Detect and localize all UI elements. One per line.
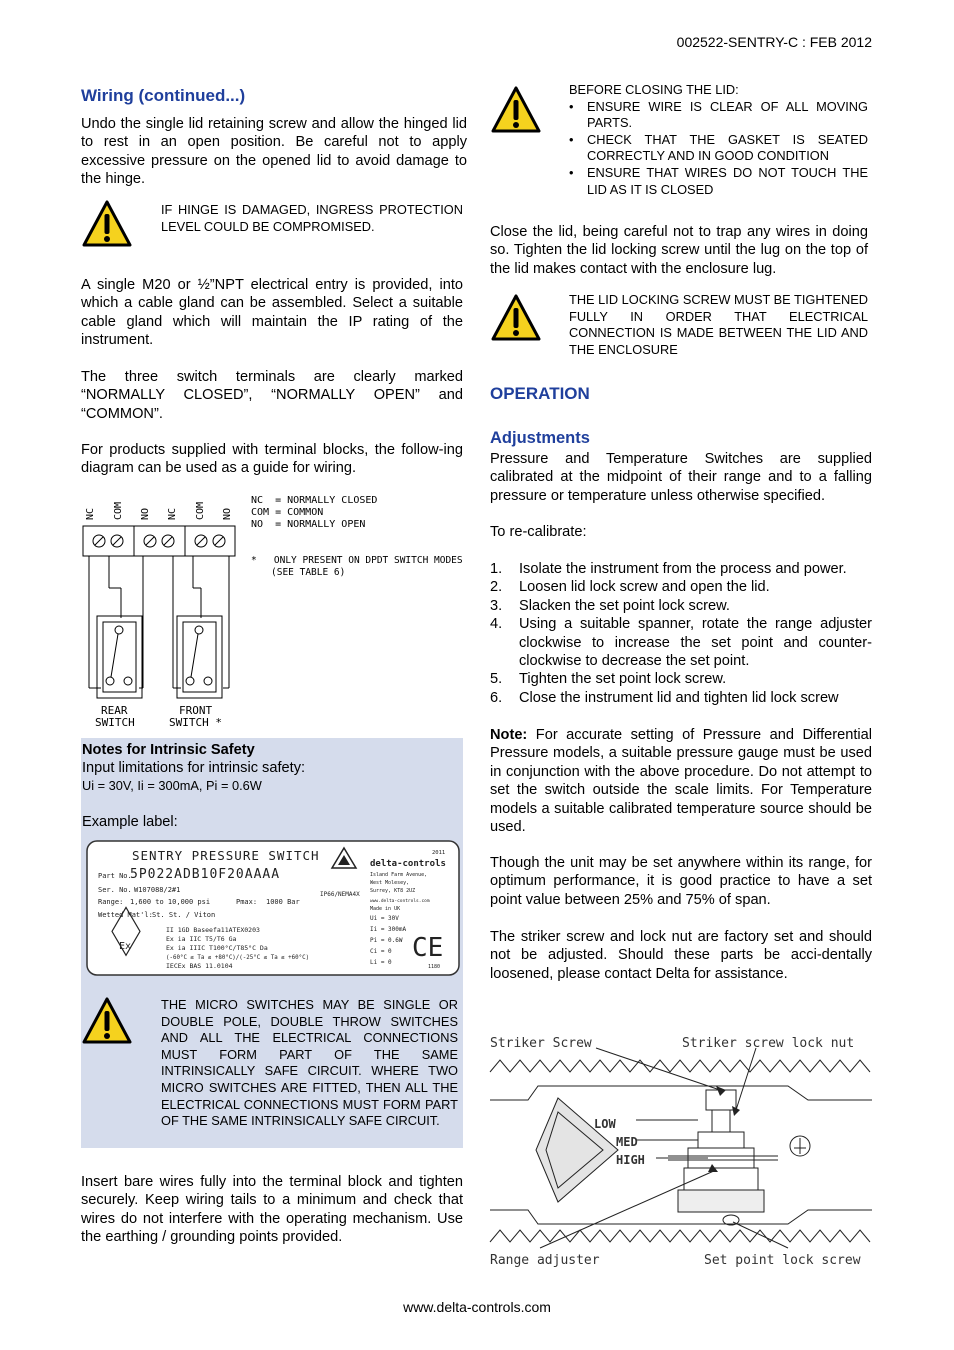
label-part-no-caption: Part No.: [98, 872, 132, 880]
label-part-no: 5P022ADB10F20AAAA: [130, 867, 281, 882]
dpdt-note-table: (SEE TABLE 6): [271, 567, 346, 578]
legend-no: NO = NORMALLY OPEN: [251, 519, 366, 530]
terminal-label: NO: [222, 507, 233, 520]
label-title: SENTRY PRESSURE SWITCH: [132, 848, 320, 863]
footer-website: www.delta-controls.com: [403, 1299, 551, 1315]
label-wetted: St. St. / Viton: [152, 911, 216, 919]
step-item: 1. Isolate the instrument from the process and power.: [490, 561, 847, 577]
label-brand: delta-controls: [370, 859, 446, 869]
front-switch-label-2: SWITCH *: [169, 716, 222, 729]
label-pmax-caption: Pmax:: [236, 898, 258, 906]
step-item: 4. Using a suitable spanner, rotate the range adjuster clockwise to increase the set point and counter-clockwise to decrease the set point.: [490, 616, 872, 670]
micro-switch-warning-text: THE MICRO SWITCHES MAY BE SINGLE OR DOUBLE POLE, DOUBLE THROW SWITCHES AND ALL THE ELECTRICAL CONNECTIONS MUST FORM PART OF THE SAME INTRINSICALLY SAFE CIRCUIT. WHERE TWO MICRO SWITCHES ARE FITTED, THEN ALL THE ELECTRICAL CONNECTIONS MUST FORM PART OF THE SAME INTRINSICALLY SAFE CIRCUIT.: [161, 997, 458, 1129]
lid-lock-warning-text: THE LID LOCKING SCREW MUST BE TIGHTENED FULLY IN ORDER THAT ELECTRICAL CONNECTION IS MADE BETWEEN THE LID AND THE ENCLOSURE: [569, 292, 868, 357]
terminal-label: NC: [85, 507, 96, 520]
adjustment-figure: [488, 1030, 874, 1270]
warning-icon: [81, 199, 133, 254]
svg-text:Ui = 30V: Ui = 30V: [370, 915, 399, 922]
dpdt-note: * ONLY PRESENT ON DPDT SWITCH MODES: [251, 555, 463, 566]
recalibrate-intro: To re-calibrate:: [490, 524, 587, 540]
svg-text:Made in UK: Made in UK: [370, 906, 401, 912]
rear-switch-label-2: SWITCH: [95, 716, 135, 729]
lid-warning-title: BEFORE CLOSING THE LID:: [569, 82, 739, 97]
scale-med: MED: [616, 1135, 638, 1149]
recalibration-steps: [490, 560, 872, 707]
lid-warning-item: • ENSURE THAT WIRES DO NOT TOUCH THE LID AS IT IS CLOSED: [587, 165, 868, 198]
close-lid-paragraph: Close the lid, being careful not to trap any wires in doing so. Tighten the lid locking screw until the lug on the top of the lid makes contact with the enclosure lug.: [490, 224, 868, 277]
label-wetted-caption: Wetted Mat'l:: [98, 911, 153, 919]
adjustments-heading: Adjustments: [490, 429, 590, 447]
lid-paragraph: Undo the single lid retaining screw and allow the hinged lid to rest in an open position. Be careful not to apply excessive pressure on the opened lid to avoid damage to the hinge.: [81, 116, 467, 188]
set-point-range-paragraph: Though the unit may be set anywhere within its range, for optimum performance, it is good practice to have a set point value between 25% and 75% of span.: [490, 855, 872, 908]
note-paragraph: [490, 726, 872, 836]
safety-values: Ui = 30V, Ii = 300mA, Pi = 0.6W: [82, 778, 262, 793]
entry-paragraph: A single M20 or ½”NPT electrical entry is provided, into which a cable gland can be assembled. Select a suitable cable gland which will maintain the IP rating of the instrument.: [81, 277, 463, 349]
terminal-blocks-paragraph: For products supplied with terminal blocks, the follow-ing diagram can be used as a guide for wiring.: [81, 442, 463, 477]
warning-icon: [81, 996, 133, 1051]
svg-text:Island Farm Avenue,: Island Farm Avenue,: [370, 872, 428, 878]
note-text: For accurate setting of Pressure and Differential Pressure models, a suitable pressure gauge must be used in conjunction with the above procedure. Do not attempt to set the switch outside the scale limits. For Temperature models a suitable calibrated temperature source should be used.: [490, 727, 872, 836]
label-year: 2011: [432, 850, 446, 856]
svg-text:Pi = 0.6W: Pi = 0.6W: [370, 937, 403, 944]
svg-text:(-60°C ≤ Ta ≤ +80°C)/(-25°C ≤: (-60°C ≤ Ta ≤ +80°C)/(-25°C ≤ Ta ≤ +60°C): [166, 955, 310, 961]
wiring-diagram: [81, 488, 467, 733]
note-label: Note:: [490, 727, 528, 743]
legend-com: COM = COMMON: [251, 507, 324, 518]
svg-text:Li = 0: Li = 0: [370, 959, 392, 966]
striker-paragraph: The striker screw and lock nut are factory set and should not be adjusted. Should these parts be acci-dentally loosened, please contact Delta for assistance.: [490, 929, 872, 982]
svg-text:II 1GD Baseefa11ATEX0203: II 1GD Baseefa11ATEX0203: [166, 926, 260, 934]
step-item: 5. Tighten the set point lock screw.: [490, 671, 727, 688]
svg-text:West Molesey,: West Molesey,: [370, 880, 410, 886]
svg-text:Ex ia IIIC T100°C/T85°C Da: Ex ia IIIC T100°C/T85°C Da: [166, 944, 268, 952]
striker-lock-nut-label: Striker screw lock nut: [682, 1036, 855, 1051]
lid-closing-warning: [569, 82, 868, 198]
legend-nc: NC = NORMALLY CLOSED: [251, 495, 378, 506]
terminal-label: COM: [113, 501, 124, 520]
rear-switch-label: REAR: [101, 704, 128, 717]
wiring-heading: Wiring (continued...): [81, 86, 246, 105]
svg-text:Ci = 0: Ci = 0: [370, 948, 392, 955]
step-item: 6. Close the instrument lid and tighten lid lock screw: [490, 689, 839, 706]
scale-high: HIGH: [616, 1153, 645, 1167]
terminal-label: COM: [195, 501, 206, 520]
terminal-label: NC: [167, 507, 178, 520]
label-ex: Ex: [119, 941, 132, 952]
set-point-lock-label: Set point lock screw: [704, 1253, 861, 1268]
svg-text:www.delta-controls.com: www.delta-controls.com: [370, 899, 430, 904]
example-label-caption: Example label:: [82, 814, 178, 830]
range-adjuster-label: Range adjuster: [490, 1253, 600, 1268]
svg-text:Ii = 300mA: Ii = 300mA: [370, 926, 407, 933]
lid-warning-item: • ENSURE WIRE IS CLEAR OF ALL MOVING PARTS.: [587, 99, 868, 132]
lid-warning-item: • CHECK THAT THE GASKET IS SEATED CORRECTLY AND IN GOOD CONDITION: [587, 132, 868, 165]
warning-icon: [490, 85, 542, 140]
example-label-plate: [86, 840, 460, 976]
safety-input-limits: Input limitations for intrinsic safety:: [82, 760, 306, 776]
svg-text:Ex ia IIC T5/T6 Ga: Ex ia IIC T5/T6 Ga: [166, 935, 237, 943]
document-reference: 002522-SENTRY-C : FEB 2012: [676, 34, 872, 50]
terminals-paragraph: The three switch terminals are clearly marked “NORMALLY CLOSED”, “NORMALLY OPEN” and “COMMON”.: [81, 369, 463, 422]
operation-heading: OPERATION: [490, 384, 590, 403]
adjustments-paragraph: Pressure and Temperature Switches are supplied calibrated at the midpoint of their range and to a falling pressure or temperature unless otherwise specified.: [490, 451, 872, 504]
svg-text:Surrey, KT8 2UZ: Surrey, KT8 2UZ: [370, 888, 416, 894]
label-ip: IP66/NEMA4X: [320, 891, 360, 898]
hinge-warning-text: IF HINGE IS DAMAGED, INGRESS PROTECTION LEVEL COULD BE COMPROMISED.: [161, 202, 463, 234]
label-ce-no: 1180: [428, 964, 441, 970]
ce-mark: CE: [412, 933, 444, 963]
label-ser-no-caption: Ser. No.: [98, 886, 132, 894]
label-pmax: 1000 Bar: [266, 898, 300, 906]
terminal-label: NO: [140, 507, 151, 520]
insert-wires-paragraph: Insert bare wires fully into the terminal block and tighten securely. Keep wiring tails to a minimum and check that wires do not interfere with the operating mechanism. Use the earthing / grounding points provided.: [81, 1174, 463, 1246]
warning-icon: [490, 293, 542, 348]
front-switch-label: FRONT: [179, 704, 213, 717]
safety-title: Notes for Intrinsic Safety: [82, 742, 255, 758]
label-ser-no: W107088/2#1: [134, 886, 181, 894]
label-range: 1,600 to 10,000 psi: [130, 898, 211, 906]
striker-screw-label: Striker Screw: [490, 1036, 592, 1051]
scale-low: LOW: [594, 1117, 616, 1131]
label-range-caption: Range:: [98, 898, 124, 906]
step-item: 2. Loosen lid lock screw and open the lid.: [490, 579, 770, 596]
svg-text:IECEx BAS 11.0104: IECEx BAS 11.0104: [166, 962, 233, 970]
step-item: 3. Slacken the set point lock screw.: [490, 597, 730, 614]
